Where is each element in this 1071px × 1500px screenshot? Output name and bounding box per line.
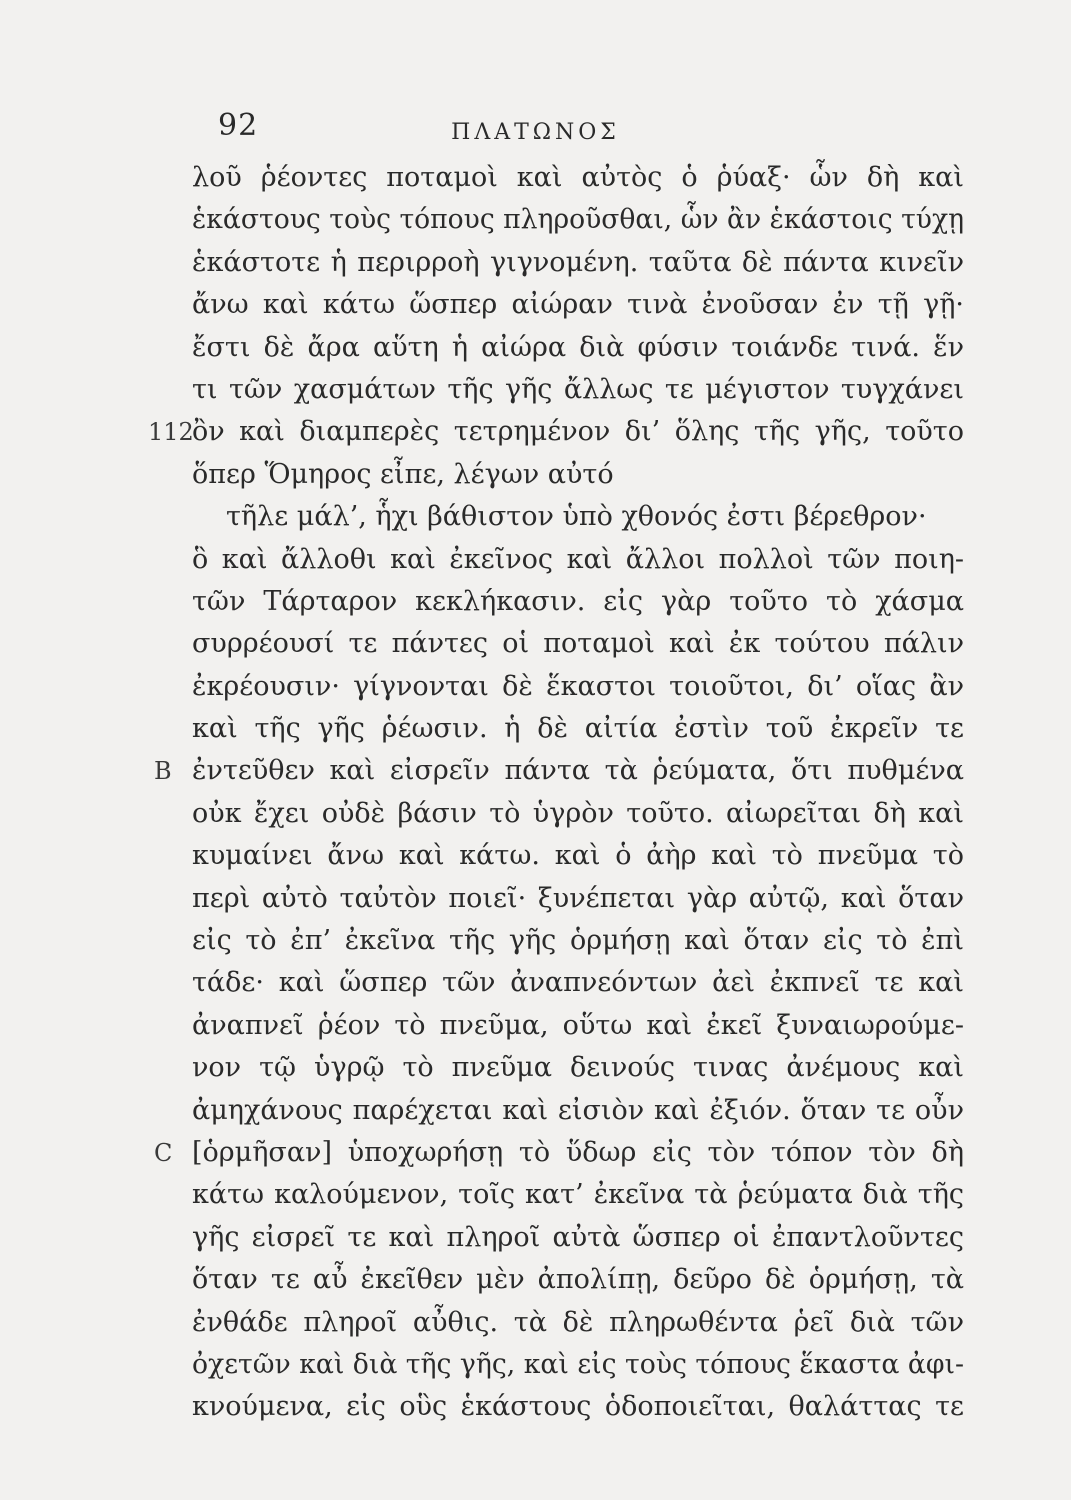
line-text: ἐκρέουσιν· γίγνονται δὲ ἕκαστοι τοιοῦτοι, δι’ οἵας ἂν: [192, 670, 964, 702]
text-line: [188, 666, 964, 708]
line-text: τῶν Τάρταρον κεκλήκασιν. εἰς γὰρ τοῦτο τὸ χάσμα: [192, 585, 964, 617]
text-line: [188, 1005, 964, 1047]
line-text: γῆς εἰσρεῖ τε καὶ πληροῖ αὐτὰ ὥσπερ οἱ ἐπαντλοῦντες: [192, 1221, 964, 1253]
text-line: [148, 411, 964, 453]
text-line: [188, 623, 964, 665]
text-line: [188, 1302, 964, 1344]
text-line: [188, 1217, 964, 1259]
line-text: ὃ καὶ ἄλλοθι καὶ ἐκεῖνος καὶ ἄλλοι πολλοὶ τῶν ποιη-: [192, 543, 964, 575]
text-line: [188, 369, 964, 411]
line-text: περὶ αὐτὸ ταὐτὸν ποιεῖ· ξυνέπεται γὰρ αὐτῷ, καὶ ὅταν: [192, 882, 964, 914]
text-line: [188, 157, 964, 199]
line-text: κνούμενα, εἰς οὓς ἑκάστους ὁδοποιεῖται, θαλάττας τε: [192, 1391, 964, 1423]
text-line: [188, 1386, 964, 1428]
line-text: ἑκάστοτε ἡ περιρροὴ γιγνομένη. ταῦτα δὲ πάντα κινεῖν: [192, 246, 964, 278]
line-text: λοῦ ῥέοντες ποταμοὶ καὶ αὐτὸς ὁ ῥύαξ· ὧν δὴ καὶ: [192, 162, 964, 193]
text-line: [188, 793, 964, 835]
line-text: νον τῷ ὑγρῷ τὸ πνεῦμα δεινούς τινας ἀνέμους καὶ: [192, 1052, 964, 1084]
text-line: [154, 1132, 964, 1174]
text-line: [188, 242, 964, 284]
text-line: [188, 1090, 964, 1132]
running-head: ΠΛΑΤΩΝΟΣ: [451, 120, 620, 145]
line-text: ὀχετῶν καὶ διὰ τῆς γῆς, καὶ εἰς τοὺς τόπους ἕκαστα ἀφι-: [192, 1348, 964, 1380]
text-line: [188, 835, 964, 877]
line-text: τάδε· καὶ ὥσπερ τῶν ἀναπνεόντων ἀεὶ ἐκπνεῖ τε καὶ: [192, 967, 964, 999]
line-text: [ὁρμῆσαν] ὑποχωρήσῃ τὸ ὕδωρ εἰς τὸν τόπον τὸν δὴ: [192, 1136, 964, 1168]
body-text: [148, 157, 964, 1429]
line-text: τῆλε μάλ’, ἧχι βάθιστον ὑπὸ χθονός ἐστι βέρεθρον·: [226, 501, 927, 533]
text-line: [188, 1344, 964, 1386]
line-text: ἀμηχάνους παρέχεται καὶ εἰσιὸν καὶ ἐξιόν. ὅταν τε οὖν: [192, 1094, 964, 1126]
line-text: ὅταν τε αὖ ἐκεῖθεν μὲν ἀπολίπῃ, δεῦρο δὲ ὁρμήσῃ, τὰ: [192, 1264, 964, 1296]
line-text: κάτω καλούμενον, τοῖς κατ’ ἐκεῖνα τὰ ῥεύματα διὰ τῆς: [192, 1179, 964, 1211]
section-letter-marker: B: [154, 757, 172, 786]
line-text: ἑκάστους τοὺς τόπους πληροῦσθαι, ὧν ἂν ἑκάστοις τύχῃ: [192, 204, 964, 236]
line-text: ἀναπνεῖ ῥέον τὸ πνεῦμα, οὕτω καὶ ἐκεῖ ξυναιωρούμε-: [192, 1009, 964, 1041]
text-line: [188, 454, 964, 496]
line-text: ἔστι δὲ ἄρα αὕτη ἡ αἰώρα διὰ φύσιν τοιάνδε τινά. ἕν: [192, 331, 964, 363]
line-text: ὅπερ Ὅμηρος εἶπε, λέγων αὐτό: [192, 458, 614, 490]
text-line: [188, 539, 964, 581]
quotation-line: [188, 496, 964, 538]
line-text: ὂν καὶ διαμπερὲς τετρημένον δι’ ὅλης τῆς γῆς, τοῦτο: [192, 416, 964, 448]
line-text: καὶ τῆς γῆς ῥέωσιν. ἡ δὲ αἰτία ἐστὶν τοῦ ἐκρεῖν τε: [192, 713, 964, 745]
text-line: [154, 750, 964, 792]
text-line: [188, 878, 964, 920]
text-line: [188, 581, 964, 623]
line-text: ἄνω καὶ κάτω ὥσπερ αἰώραν τινὰ ἐνοῦσαν ἐν τῇ γῇ·: [192, 289, 964, 321]
text-line: [188, 1174, 964, 1216]
stephanus-number: 112: [148, 418, 194, 447]
text-line: [188, 199, 964, 241]
text-line: [188, 284, 964, 326]
line-text: συρρέουσί τε πάντες οἱ ποταμοὶ καὶ ἐκ τούτου πάλιν: [192, 628, 964, 660]
text-line: [188, 962, 964, 1004]
line-text: κυμαίνει ἄνω καὶ κάτω. καὶ ὁ ἀὴρ καὶ τὸ πνεῦμα τὸ: [192, 840, 964, 872]
section-letter-marker: C: [154, 1138, 173, 1167]
text-line: [188, 708, 964, 750]
text-line: [188, 920, 964, 962]
line-text: εἰς τὸ ἐπ’ ἐκεῖνα τῆς γῆς ὁρμήσῃ καὶ ὅταν εἰς τὸ ἐπὶ: [192, 925, 964, 957]
page-number: 92: [218, 108, 259, 143]
line-text: ἐντεῦθεν καὶ εἰσρεῖν πάντα τὰ ῥεύματα, ὅτι πυθμένα: [192, 755, 964, 787]
text-line: [188, 1047, 964, 1089]
line-text: οὐκ ἔχει οὐδὲ βάσιν τὸ ὑγρὸν τοῦτο. αἰωρεῖται δὴ καὶ: [192, 797, 964, 829]
text-line: [188, 327, 964, 369]
line-text: τι τῶν χασμάτων τῆς γῆς ἄλλως τε μέγιστον τυγχάνει: [192, 373, 964, 405]
text-line: [188, 1259, 964, 1301]
line-text: ἐνθάδε πληροῖ αὖθις. τὰ δὲ πληρωθέντα ῥεῖ διὰ τῶν: [192, 1306, 964, 1338]
